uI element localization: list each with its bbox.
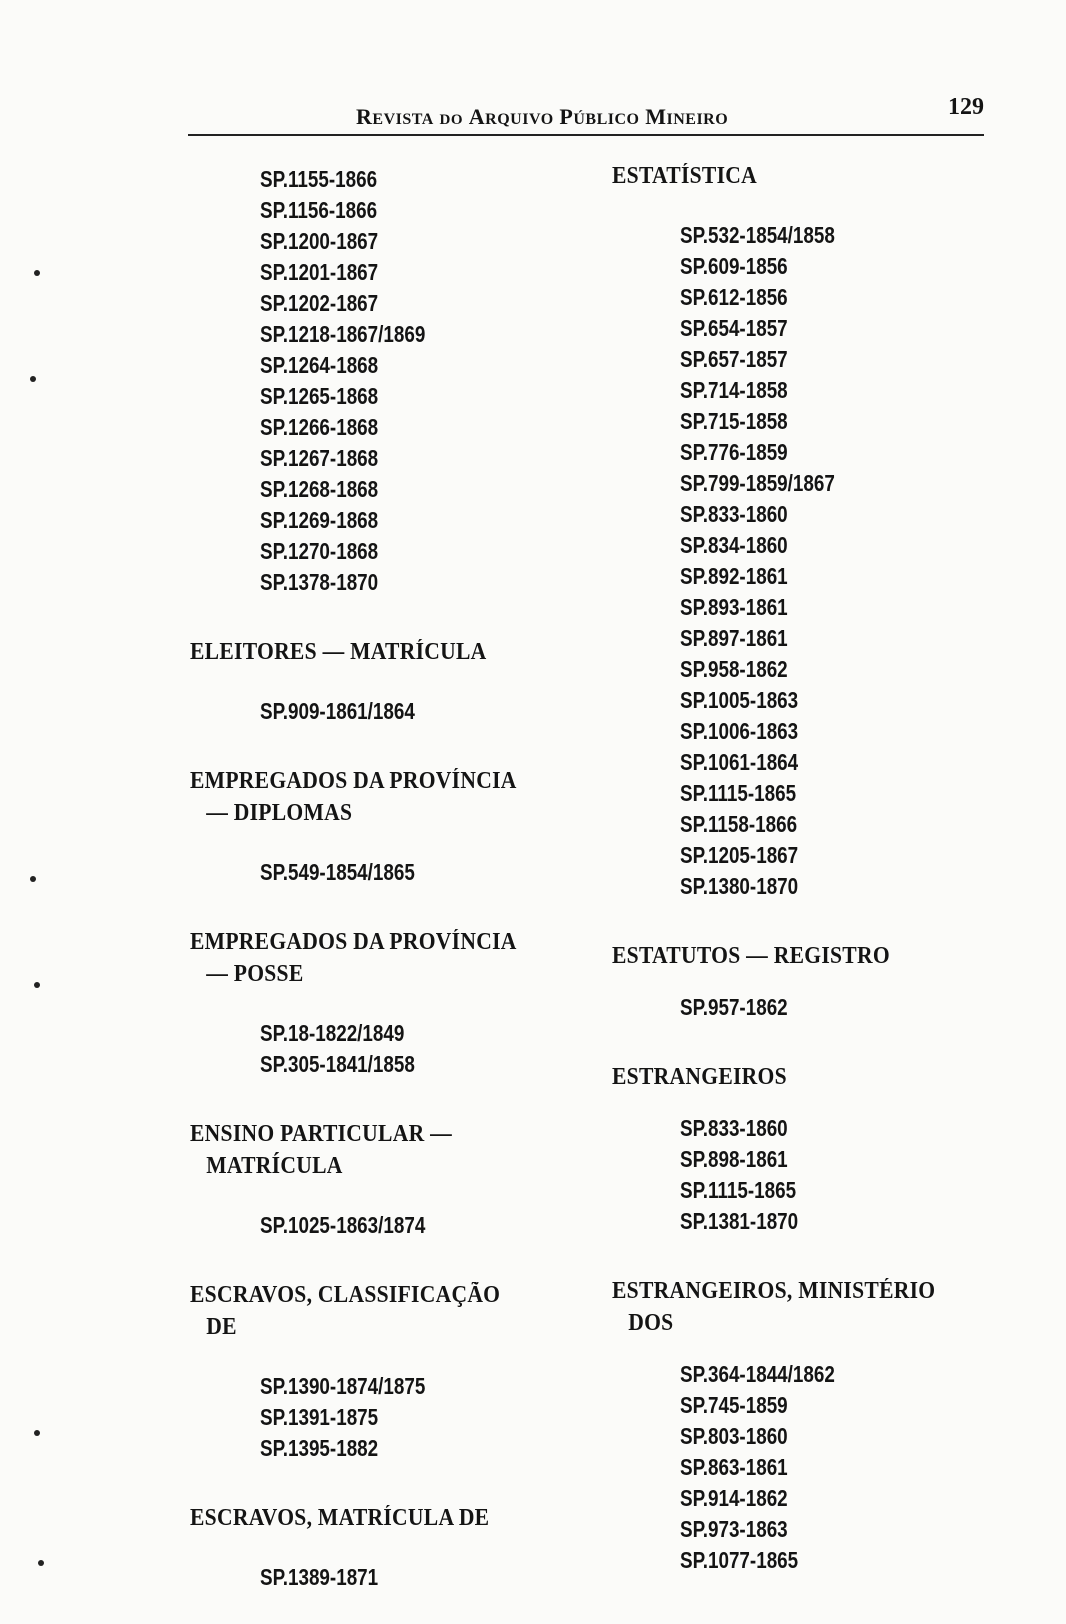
index-heading	[190, 636, 550, 668]
index-heading-continuation: — POSSE	[206, 961, 304, 987]
reference-item: SP.957-1862	[680, 994, 788, 1020]
index-heading	[190, 926, 550, 990]
reference-item: SP.897-1861	[680, 625, 788, 651]
reference-item: SP.654-1857	[680, 315, 788, 341]
spacer	[190, 1534, 590, 1562]
running-title-word: MINEIRO	[645, 104, 729, 129]
reference-item: SP.714-1858	[680, 377, 788, 403]
reference-item: SP.18-1822/1849	[260, 1020, 405, 1046]
reference-item: SP.1269-1868	[260, 507, 379, 533]
reference-item: SP.532-1854/1858	[680, 222, 835, 248]
reference-item: SP.1156-1866	[260, 197, 378, 223]
spacer	[190, 829, 590, 857]
reference-item: SP.1218-1867/1869	[260, 321, 426, 347]
spacer	[190, 598, 590, 636]
reference-item: SP.1200-1867	[260, 228, 379, 254]
reference-item: SP.914-1862	[680, 1485, 788, 1511]
reference-item: SP.1155-1866	[260, 166, 378, 192]
reference-list	[612, 1113, 992, 1237]
page-number: 129	[948, 94, 984, 120]
index-heading-continuation: — DIPLOMAS	[206, 800, 353, 826]
spacer	[612, 192, 992, 220]
reference-item: SP.1378-1870	[260, 569, 379, 595]
reference-list	[190, 1562, 590, 1593]
index-heading-text: EMPREGADOS DA PROVÍNCIA	[190, 768, 517, 794]
reference-item: SP.612-1856	[680, 284, 788, 310]
reference-list	[190, 1371, 590, 1464]
index-heading	[190, 1279, 550, 1343]
index-heading	[612, 1275, 954, 1339]
running-title-word: REVISTA	[356, 104, 434, 129]
spacer	[612, 1093, 992, 1113]
reference-item: SP.1158-1866	[680, 811, 798, 837]
running-title-word: ARQUIVO	[468, 104, 554, 129]
running-title-word: PÚBLICO	[559, 104, 640, 129]
running-title	[356, 104, 728, 130]
reference-list	[612, 1359, 992, 1576]
index-heading-text: ELEITORES — MATRÍCULA	[190, 639, 487, 665]
reference-item: SP.1115-1865	[680, 1177, 797, 1203]
reference-item: SP.1265-1868	[260, 383, 379, 409]
right-column	[612, 160, 992, 1576]
reference-list	[190, 1210, 590, 1241]
page-header	[188, 94, 984, 136]
margin-speck	[34, 982, 40, 988]
spacer	[190, 1464, 590, 1502]
reference-item: SP.609-1856	[680, 253, 788, 279]
index-entry	[612, 160, 992, 902]
reference-list	[612, 220, 992, 902]
index-heading-continuation: MATRÍCULA	[206, 1153, 343, 1179]
reference-item: SP.1006-1863	[680, 718, 799, 744]
reference-list	[190, 1018, 590, 1080]
index-heading	[190, 1118, 550, 1182]
reference-item: SP.1380-1870	[680, 873, 799, 899]
index-heading-text: ESTRANGEIROS	[612, 1064, 787, 1090]
index-heading-text: ESTATÍSTICA	[612, 163, 758, 189]
reference-item: SP.549-1854/1865	[260, 859, 415, 885]
reference-item: SP.1270-1868	[260, 538, 379, 564]
index-entry	[612, 1061, 992, 1237]
margin-speck	[30, 876, 36, 882]
reference-item: SP.1267-1868	[260, 445, 379, 471]
margin-speck	[30, 376, 36, 382]
index-heading-text: EMPREGADOS DA PROVÍNCIA	[190, 929, 517, 955]
reference-item: SP.776-1859	[680, 439, 788, 465]
index-heading	[612, 940, 954, 972]
reference-item: SP.1025-1863/1874	[260, 1212, 426, 1238]
spacer	[612, 1023, 992, 1061]
reference-item: SP.657-1857	[680, 346, 788, 372]
index-heading	[612, 1061, 954, 1093]
reference-item: SP.834-1860	[680, 532, 788, 558]
spacer	[612, 972, 992, 992]
reference-list	[190, 857, 590, 888]
spacer	[190, 668, 590, 696]
index-heading-text: ESCRAVOS, CLASSIFICAÇÃO	[190, 1282, 501, 1308]
reference-item: SP.1005-1863	[680, 687, 799, 713]
margin-speck	[34, 270, 40, 276]
margin-speck	[34, 1430, 40, 1436]
margin-speck	[38, 1560, 44, 1566]
index-entry	[612, 1275, 992, 1576]
index-entry	[612, 940, 992, 1023]
index-entry	[190, 1279, 590, 1464]
reference-item: SP.863-1861	[680, 1454, 788, 1480]
reference-list	[190, 696, 590, 727]
spacer	[190, 1241, 590, 1279]
spacer	[190, 727, 590, 765]
index-heading	[190, 1502, 550, 1534]
reference-item: SP.1201-1867	[260, 259, 379, 285]
reference-list	[190, 164, 590, 598]
reference-item: SP.973-1863	[680, 1516, 788, 1542]
reference-item: SP.1061-1864	[680, 749, 799, 775]
reference-item: SP.893-1861	[680, 594, 788, 620]
index-entry	[190, 1118, 590, 1241]
reference-item: SP.1268-1868	[260, 476, 379, 502]
spacer	[612, 1339, 992, 1359]
reference-item: SP.1115-1865	[680, 780, 797, 806]
spacer	[190, 1182, 590, 1210]
spacer	[612, 1237, 992, 1275]
reference-item: SP.1381-1870	[680, 1208, 799, 1234]
index-heading-text: ENSINO PARTICULAR —	[190, 1121, 453, 1147]
index-entry	[190, 926, 590, 1080]
reference-item: SP.1395-1882	[260, 1435, 379, 1461]
spacer	[190, 888, 590, 926]
reference-item: SP.803-1860	[680, 1423, 788, 1449]
running-title-word: DO	[439, 112, 464, 128]
spacer	[190, 1343, 590, 1371]
reference-item: SP.745-1859	[680, 1392, 788, 1418]
index-heading	[612, 160, 954, 192]
index-heading-text: ESTATUTOS — REGISTRO	[612, 943, 890, 969]
spacer	[190, 1080, 590, 1118]
spacer	[612, 902, 992, 940]
index-heading-continuation: DOS	[628, 1310, 674, 1336]
reference-item: SP.833-1860	[680, 1115, 788, 1141]
reference-item: SP.1391-1875	[260, 1404, 379, 1430]
reference-item: SP.305-1841/1858	[260, 1051, 415, 1077]
left-column	[190, 164, 590, 1593]
index-entry	[190, 765, 590, 888]
reference-item: SP.892-1861	[680, 563, 788, 589]
reference-item: SP.364-1844/1862	[680, 1361, 835, 1387]
reference-item: SP.1077-1865	[680, 1547, 799, 1573]
header-rule	[188, 134, 984, 136]
reference-item: SP.1266-1868	[260, 414, 379, 440]
reference-item: SP.898-1861	[680, 1146, 788, 1172]
index-heading-text: ESCRAVOS, MATRÍCULA DE	[190, 1505, 490, 1531]
spacer	[190, 990, 590, 1018]
reference-list	[612, 992, 992, 1023]
reference-item: SP.1205-1867	[680, 842, 799, 868]
index-entry	[190, 636, 590, 727]
reference-item: SP.909-1861/1864	[260, 698, 415, 724]
reference-item: SP.958-1862	[680, 656, 788, 682]
index-heading-text: ESTRANGEIROS, MINISTÉRIO	[612, 1278, 936, 1304]
reference-item: SP.715-1858	[680, 408, 788, 434]
index-entry	[190, 1502, 590, 1593]
index-heading-continuation: DE	[206, 1314, 237, 1340]
reference-item: SP.833-1860	[680, 501, 788, 527]
index-heading	[190, 765, 550, 829]
reference-item: SP.799-1859/1867	[680, 470, 835, 496]
reference-item: SP.1202-1867	[260, 290, 379, 316]
reference-item: SP.1390-1874/1875	[260, 1373, 426, 1399]
reference-item: SP.1389-1871	[260, 1564, 379, 1590]
reference-item: SP.1264-1868	[260, 352, 379, 378]
